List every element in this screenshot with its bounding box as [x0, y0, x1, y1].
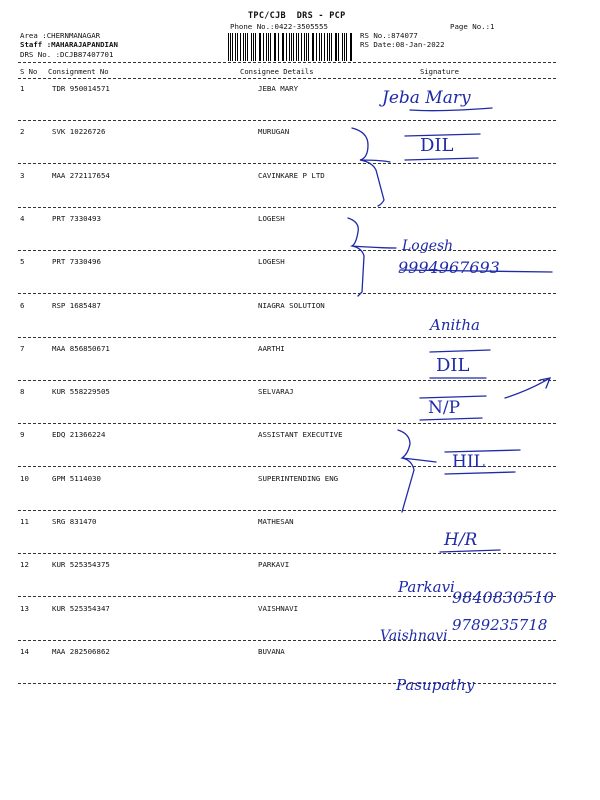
note-dil-1: DIL: [420, 135, 454, 156]
row-consignment-no: KUR 525354347: [52, 603, 110, 613]
row-sno: 14: [20, 646, 29, 656]
note-dil-2: DIL: [436, 355, 470, 376]
row-sno: 11: [20, 517, 29, 526]
row-consignee: SUPERINTENDING ENG: [258, 473, 339, 483]
row-sno: 12: [20, 560, 29, 570]
phone-number: Phone No.:0422-3505555: [230, 22, 328, 31]
row-consignee: VAISHNAVI: [258, 603, 299, 613]
column-header-signature: Signature: [420, 67, 459, 76]
phone-parkavi: 9840830510: [452, 588, 554, 607]
column-header-consignee: Consignee Details: [240, 67, 314, 76]
document-title: TPC/CJB DRS - PCP: [248, 11, 346, 21]
row-consignee: AARTHI: [258, 343, 285, 353]
row-sno: 3: [20, 170, 25, 180]
brace-rows-9-10: [398, 430, 436, 512]
brace-rows-2-3: [352, 128, 390, 206]
signature-pasupathy: Pasupathy: [396, 676, 475, 694]
column-header-sno: S No: [20, 67, 38, 76]
row-consignment-no: SRG 831470: [52, 517, 97, 526]
row-consignee: NIAGRA SOLUTION: [258, 300, 325, 310]
row-consignee: SELVARAJ: [258, 387, 294, 397]
signature-vaishnavi: Vaishnavi: [380, 628, 448, 644]
page-number: Page No.:1: [450, 22, 495, 31]
row-consignee: JEBA MARY: [258, 84, 299, 93]
staff-label: Staff :MAHARAJAPANDIAN: [20, 40, 118, 49]
row-sno: 2: [20, 127, 25, 137]
arrow-stroke: [505, 378, 550, 398]
row-sno: 4: [20, 213, 25, 223]
row-consignee: CAVINKARE P LTD: [258, 170, 325, 180]
row-sno: 8: [20, 387, 25, 397]
row-consignment-no: TDR 950014571: [52, 84, 110, 93]
note-np: N/P: [428, 398, 461, 418]
row-consignee: MURUGAN: [258, 127, 290, 137]
row-consignment-no: PRT 7330493: [52, 213, 101, 223]
row-consignee: LOGESH: [258, 213, 285, 223]
signature-logesh: Logesh: [402, 238, 454, 254]
signature-anitha: Anitha: [430, 316, 480, 334]
signature-underline-1: [410, 108, 492, 111]
row-sno: 9: [20, 430, 25, 440]
phone-logesh: 9994967693: [398, 258, 500, 277]
hr-underline: [440, 550, 500, 552]
row-consignment-no: GPM 5114030: [52, 473, 101, 483]
phone-vaishnavi: 9789235718: [452, 616, 548, 634]
rs-number: RS No.:874077: [360, 31, 418, 40]
row-consignment-no: MAA 272117654: [52, 170, 110, 180]
row-consignment-no: RSP 1685487: [52, 300, 101, 310]
note-hil: HIL: [452, 452, 485, 472]
row-consignment-no: KUR 558229505: [52, 387, 110, 397]
row-consignment-no: EDQ 21366224: [52, 430, 106, 440]
row-consignment-no: MAA 282506862: [52, 646, 110, 656]
rs-date: RS Date:08-Jan-2022: [360, 40, 445, 49]
row-sno: 5: [20, 257, 25, 267]
column-header-consignment: Consignment No: [48, 67, 109, 76]
row-consignee: ASSISTANT EXECUTIVE: [258, 430, 343, 440]
row-sno: 6: [20, 300, 25, 310]
row-consignment-no: KUR 525354375: [52, 560, 110, 570]
row-sno: 7: [20, 343, 25, 353]
signature-parkavi: Parkavi: [398, 578, 455, 596]
area-label: Area :CHERNMANAGAR: [20, 31, 101, 40]
row-consignment-no: PRT 7330496: [52, 257, 101, 267]
row-consignee: PARKAVI: [258, 560, 290, 570]
row-consignment-no: SVK 10226726: [52, 127, 106, 137]
row-sno: 10: [20, 473, 29, 483]
brace-rows-4-5: [348, 218, 396, 296]
row-consignee: BUVANA: [258, 646, 285, 656]
note-hr: H/R: [444, 530, 478, 550]
row-sno: 1: [20, 84, 25, 93]
row-consignment-no: MAA 856850671: [52, 343, 110, 353]
row-consignee: LOGESH: [258, 257, 285, 267]
signature-jeba-mary: Jeba Mary: [382, 88, 471, 108]
row-sno: 13: [20, 603, 29, 613]
row-consignee: MATHESAN: [258, 517, 294, 526]
drs-number: DRS No. :DCJB87407701: [20, 50, 114, 59]
